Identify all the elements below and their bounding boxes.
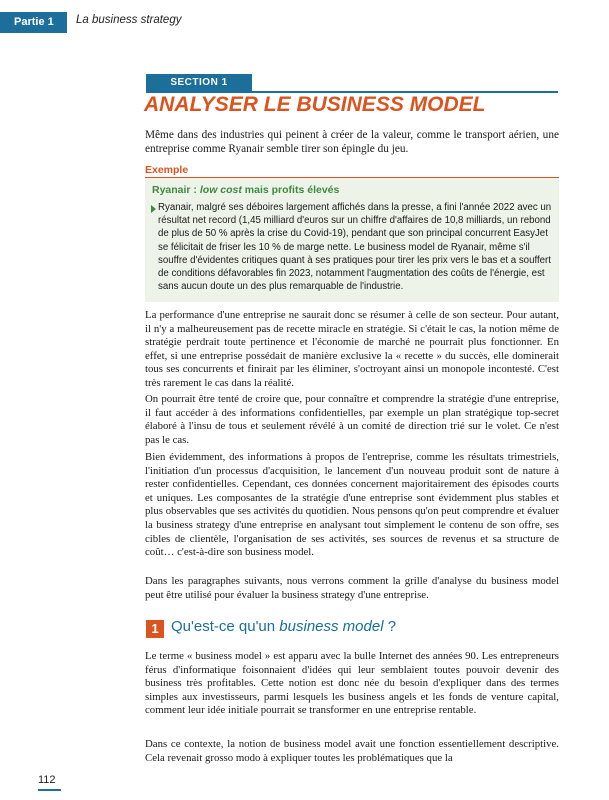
example-title-emphasis: low cost [199,184,242,196]
running-title: La business strategy [76,14,182,26]
paragraph-4: Dans les paragraphes suivants, nous verrons comment la grille d'analyse du business model peut être utilisé pour évaluer la business strategy d'une entreprise. [145,575,559,601]
paragraph-2: On pourrait être tenté de croire que, pour connaître et comprendre la stratégie d'une entreprise, il faut accéder à des informations confidentielles, par exemple un plan stratégique top-secret élaboré à l'insu de tous et seulement révélé à un comité de direction trié sur le volet. Ce n'est pas le cas. [145,393,559,446]
page-number-rule [38,789,61,791]
subsection-number: 1 [146,620,164,638]
subsection-title-emphasis: business model [279,618,384,635]
section-label: SECTION 1 [146,74,252,91]
page-header [0,0,609,40]
example-label: Exemple [145,164,189,176]
subsection-title [171,618,396,635]
paragraph-1: La performance d'une entreprise ne saurait donc se résumer à celle de son secteur. Pour autant, il n'y a malheureusement pas de recette miracle en stratégie. Si c'était le cas, la notion même de stratégie perdrait toute pertinence et l'économie de marché ne pourrait plus fonctionner. En effet, si une entreprise possédait de manière exclusive la « recette » du succès, elle dominerait tous ses concurrents et finirait par les éliminer, s'octroyant ainsi un monopole incontesté. C'est très rarement le cas dans la réalité. [145,309,559,389]
paragraph-6: Dans ce contexte, la notion de business model avait une fonction essentiellement descriptive. Cela revenait grosso modo à expliquer toutes les problématiques que la [145,738,559,764]
example-text: Ryanair, malgré ses déboires largement affichés dans la presse, a fini l'année 2022 avec un résultat net record (1,45 milliard d'euros sur un chiffre d'affaires de 10,8 milliards, un rebond de plus de 50 % après la crise du Covid-19), pendant que son principal concurrent EasyJet se félicitait de friser les 10 % de marge nette. Le business model de Ryanair, même s'il souffre d'évidentes critiques quant à ses pratiques pour tirer les prix vers le bas et a souffert de conditions défavorables fin 2023, notamment l'augmentation des coûts de l'énergie, est sans aucun doute un des plus remarquable de l'industrie. [158,202,552,293]
page-number: 112 [38,774,56,786]
subsection-title-prefix: Qu'est-ce qu'un [171,618,280,635]
part-tab: Partie 1 [0,12,67,33]
example-title [152,184,339,196]
section-title-emphasis: BUSINESS MODEL [296,93,486,116]
example-title-suffix: mais profits élevés [241,184,340,196]
section-title-prefix: ANALYSER LE [144,93,297,116]
section-title [144,93,486,117]
intro-paragraph: Même dans des industries qui peinent à créer de la valeur, comme le transport aérien, une entreprise comme Ryanair semble tirer son épingle du jeu. [145,129,559,155]
paragraph-3: Bien évidemment, des informations à propos de l'entreprise, comme les résultats trimestriels, l'initiation d'un processus d'acquisition, le lancement d'un nouveau produit sont de nature à rester confidentielles. Cependant, ces données concernent majoritairement des épisodes courts et uniques. Les composantes de la stratégie d'une entreprise sont évidemment plus stables et plus observables que ses activités du quotidien. Nous pensons qu'on peut comprendre et évaluer la business strategy d'une entreprise en analysant tout simplement le contenu de son offre, ses cibles de clientèle, l'organisation de ses activités, ses sources de revenus et sa structure de coût… c'est-à-dire son business model. [145,451,559,559]
paragraph-5: Le terme « business model » est apparu avec la bulle Internet des années 90. Les entrepreneurs férus d'informatique foisonnaient d'idées qui leur semblaient toutes pouvoir devenir des business très profitables. Cette notion est donc née du besoin d'expliquer dans des termes simples aux investisseurs, parmi lesquels les business angels et les fonds de venture capital, comment leur idée initiale pourrait se transformer en une entreprise rentable. [145,650,559,717]
example-title-prefix: Ryanair : [152,184,200,196]
bullet-arrow-icon [151,205,156,213]
subsection-title-suffix: ? [383,618,397,635]
